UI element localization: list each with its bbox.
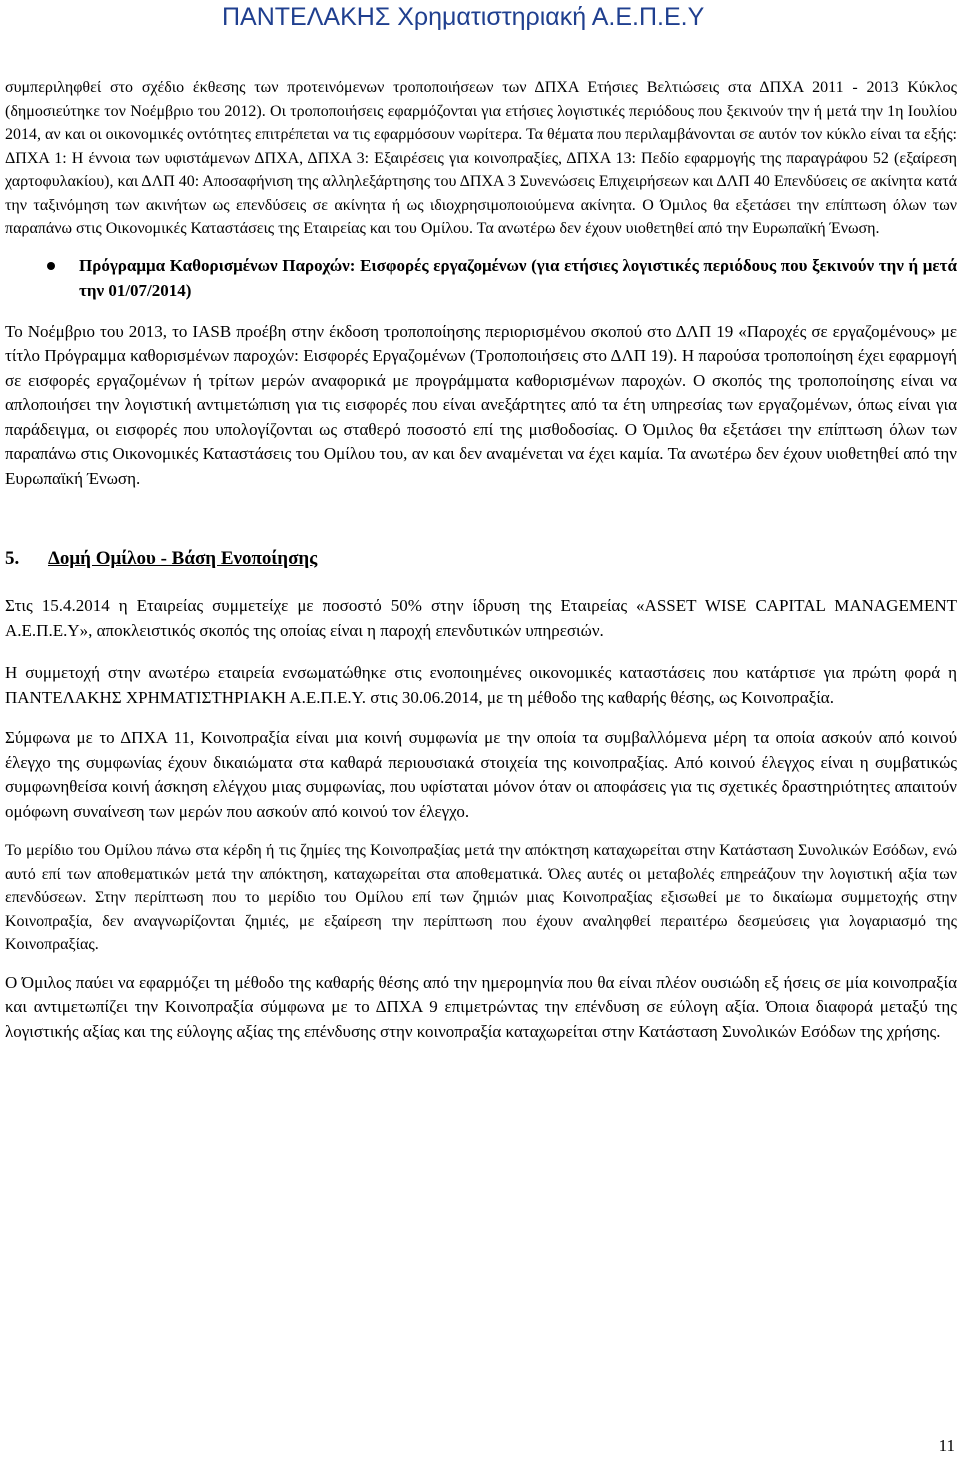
paragraph-consolidation: Η συμμετοχή στην ανωτέρω εταιρεία ενσωματώθηκε στις ενοποιημένες οικονομικές καταστάσεις που κατάρτισε για πρώτη φορά η ΠΑΝΤΕΛΑΚΗΣ ΧΡΗΜΑΤΙΣΤΗΡΙΑΚΗ Α.Ε.Π.Ε.Υ. στις 30.06.2014, με τη μέθοδο της καθαρής θέσης, ως Κοινοπραξία. — [5, 663, 957, 707]
bullet-icon — [47, 262, 55, 270]
paragraph-share-of-profit: Το μερίδιο του Ομίλου πάνω στα κέρδη ή τις ζημίες της Κοινοπραξίας μετά την απόκτηση καταχωρείται στην Κατάσταση Συνολικών Εσόδων, ενώ αυτό επί των αποθεματικών μετά την απόκτηση, καταχωρείται στα αποθεματικά. Όλες αυτές οι μεταβολές επηρεάζουν την λογιστική αξία των επενδύσεων. Στην περίπτωση που το μερίδιο του Ομίλου επί των ζημιών μιας Κοινοπραξίας εξισωθεί με το δικαίωμα συμμετοχής στην Κοινοπραξία, δεν αναγνωρίζονται ζημιές, με εξαίρεση την περίπτωση που έχουν αναληφθεί περαιτέρω δεσμεύσεις για λογαριασμό της Κοινοπραξίας. — [5, 842, 957, 953]
paragraph-ifrs11: Σύμφωνα με το ΔΠΧΑ 11, Κοινοπραξία είναι μια κοινή συμφωνία με την οποία τα συμβαλλόμενα μέρη τα οποία ασκούν από κοινού έλεγχο της συμφωνίας έχουν δικαιώματα στα καθαρά περιουσιακά στοιχεία της κοινοπραξίας. Από κοινού έλεγχος είναι η συμβατικώς συμφωνηθείσα κοινή άσκηση ελέγχου μιας συμφωνίας, που υφίσταται μόνον όταν οι αποφάσεις για τις σχετικές δραστηριότητες απαιτούν ομόφωνη συναίνεση των μερών που ασκούν από κοινού τον έλεγχο. — [5, 728, 957, 821]
section-title: Δομή Ομίλου - Βάση Ενοποίησης — [48, 548, 318, 569]
paragraph-ias19: Το Νοέμβριο του 2013, το IASB προέβη στην έκδοση τροποποίησης περιορισμένου σκοπού στο ΔΛΠ 19 «Παροχές σε εργαζομένους» με τίτλο Πρόγραμμα καθορισμένων παροχών: Εισφορές Εργαζομένων (Τροποποιήσεις στο ΔΛΠ 19). Η παρούσα τροποποίηση έχει εφαρμογή σε εισφορές εργαζομένων ή τρίτων μερών αναφορικά με προγράμματα καθορισμένων παροχών. Ο σκοπός της τροποποίησης είναι να απλοποιήσει την λογιστική αντιμετώπιση για τις εισφορές που είναι ανεξάρτητες από τα έτη υπηρεσίας των εργαζομένων, όπως είναι για παράδειγμα, οι εισφορές που υπολογίζονται ως σταθερό ποσοστό επί της μισθοδοσίας. Ο Όμιλος θα εξετάσει την επίπτωση όλων των παραπάνω στις Οικονομικές Καταστάσεις του Ομίλου του, αν και δεν αναμένεται να έχει καμία. Τα ανωτέρω δεν έχουν υιοθετηθεί από την Ευρωπαϊκή Ένωση. — [5, 321, 957, 488]
paragraph-annual-improvements: συμπεριληφθεί στο σχέδιο έκθεσης των προτεινόμενων τροποποιήσεων των ΔΠΧΑ Ετήσιες Βελτιώσεις στα ΔΠΧΑ 2011 - 2013 Κύκλος (δημοσιεύτηκε τον Νοέμβριο του 2012). Οι τροποποιήσεις εφαρμόζονται για ετήσιες λογιστικές περιόδους που ξεκινούν την ή μετά την 1η Ιουλίου 2014, αν και οι οικονομικές οντότητες επιτρέπεται να τις εφαρμόσουν νωρίτερα. Τα θέματα που περιλαμβάνονται σε αυτόν τον κύκλο είναι τα εξής: ΔΠΧΑ 1: Η έννοια των υφιστάμενων ΔΠΧΑ, ΔΠΧΑ 3: Εξαιρέσεις για κοινοπραξίες, ΔΠΧΑ 13: Πεδίο εφαρμογής της παραγράφου 52 (εξαίρεση χαρτοφυλακίου), και ΔΛΠ 40: Αποσαφήνιση της αλληλεξάρτησης του ΔΠΧΑ 3 Συνενώσεις Επιχειρήσεων και ΔΛΠ 40 Επενδύσεις σε ακίνητα κατά την ταξινόμηση των ακινήτων ως επενδύσεις σε ακίνητα ή ως ιδιοχρησιμοποιούμενα ακίνητα. Ο Όμιλος θα εξετάσει την επίπτωση όλων των παραπάνω στις Οικονομικές Καταστάσεις της Εταιρείας και του Ομίλου. Τα ανωτέρω δεν έχουν υιοθετηθεί από την Ευρωπαϊκή Ένωση. — [5, 79, 957, 237]
page-header: ΠΑΝΤΕΛΑΚΗΣ Χρηματιστηριακή Α.Ε.Π.Ε.Υ — [222, 3, 705, 31]
page-number: 11 — [938, 1436, 955, 1455]
paragraph-discontinue-equity: Ο Όμιλος παύει να εφαρμόζει τη μέθοδο της καθαρής θέσης από την ημερομηνία που θα είναι πλέον ουσιώδη εξ ήσεις σε μία κοινοπραξία και αντιμετωπίζει την Κοινοπραξία σύμφωνα με το ΔΠΧΑ 9 επιμετρώντας την επένδυση σε εύλογη αξία. Όποια διαφορά μεταξύ της λογιστικής αξίας και της εύλογης αξίας της επένδυσης στην κοινοπραξία καταχωρείται στην Κατάσταση Συνολικών Εσόδων της χρήσης. — [5, 972, 957, 1041]
bullet-item — [5, 253, 957, 303]
paragraph-asset-wise: Στις 15.4.2014 η Εταιρείας συμμετείχε με ποσοστό 50% στην ίδρυση της Εταιρείας «ASSET WISE CAPITAL MANAGEMENT A.E.Π.Ε.Υ», αποκλειστικός σκοπός της οποίας είναι η παροχή επενδυτικών υπηρεσιών. — [5, 596, 957, 640]
document-body — [5, 76, 957, 1044]
section-heading — [5, 547, 957, 571]
section-number: 5. — [5, 548, 20, 569]
bullet-heading: Πρόγραμμα Καθορισμένων Παροχών: Εισφορές εργαζομένων (για ετήσιες λογιστικές περιόδους που ξεκινούν την ή μετά την 01/07/2014) — [79, 255, 957, 300]
